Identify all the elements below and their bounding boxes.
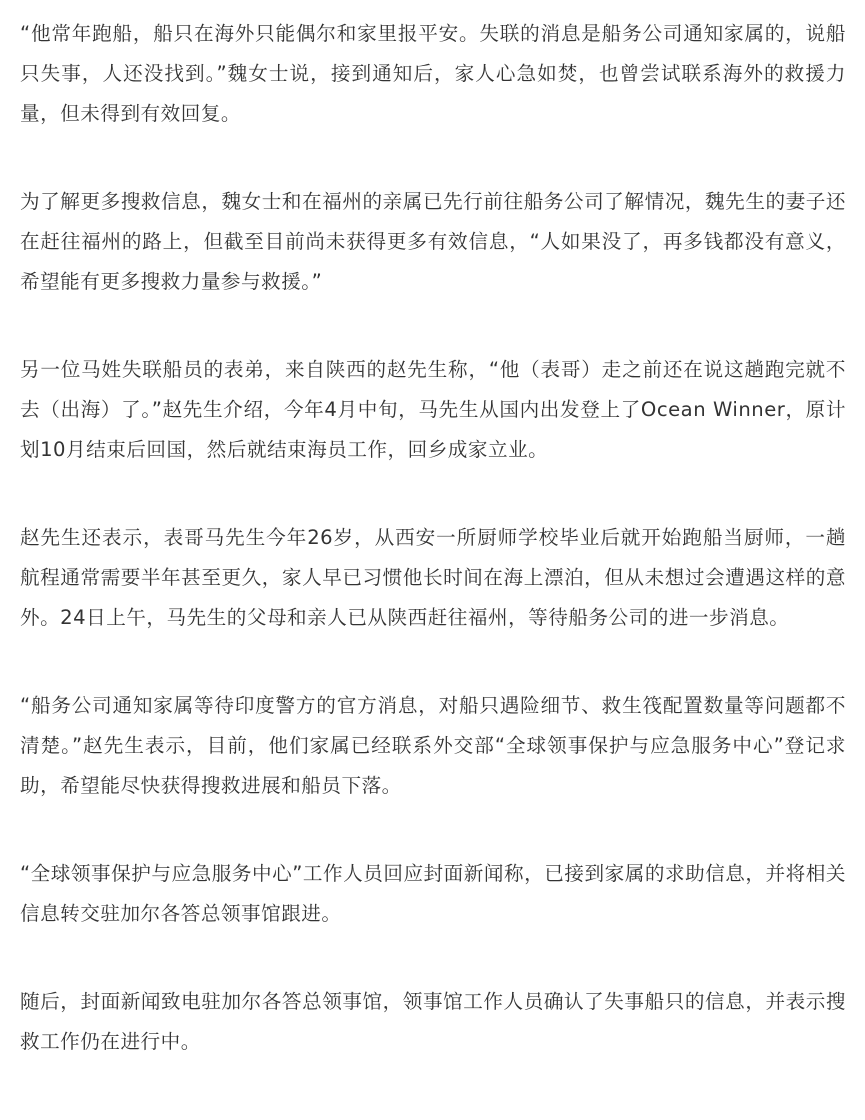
article-paragraph: “他常年跑船，船只在海外只能偶尔和家里报平安。失联的消息是船务公司通知家属的，说船只失事，人还没找到。”魏女士说，接到通知后，家人心急如焚，也曾尝试联系海外的救援力量，但未得到有效回复。 (20, 22, 846, 125)
article-paragraph: 另一位马姓失联船员的表弟，来自陕西的赵先生称，“他（表哥）走之前还在说这趟跑完就不去（出海）了。”赵先生介绍，今年4月中旬，马先生从国内出发登上了Ocean Winner，原计划10月结束后回国，然后就结束海员工作，回乡成家立业。 (20, 358, 846, 461)
article-paragraph: “船务公司通知家属等待印度警方的官方消息，对船只遇险细节、救生筏配置数量等问题都不清楚。”赵先生表示，目前，他们家属已经联系外交部“全球领事保护与应急服务中心”登记求助，希望能尽快获得搜救进展和船员下落。 (20, 694, 846, 797)
article-paragraph: 随后，封面新闻致电驻加尔各答总领事馆，领事馆工作人员确认了失事船只的信息，并表示搜救工作仍在进行中。 (20, 990, 846, 1053)
article-body (20, 14, 846, 1062)
article-paragraph: 赵先生还表示，表哥马先生今年26岁，从西安一所厨师学校毕业后就开始跑船当厨师，一趟航程通常需要半年甚至更久，家人早已习惯他长时间在海上漂泊，但从未想过会遭遇这样的意外。24日上午，马先生的父母和亲人已从陕西赶往福州，等待船务公司的进一步消息。 (20, 526, 846, 629)
article-paragraph: 为了解更多搜救信息，魏女士和在福州的亲属已先行前往船务公司了解情况，魏先生的妻子还在赶往福州的路上，但截至目前尚未获得更多有效信息，“人如果没了，再多钱都没有意义，希望能有更多搜救力量参与救援。” (20, 190, 846, 293)
article-paragraph: “全球领事保护与应急服务中心”工作人员回应封面新闻称，已接到家属的求助信息，并将相关信息转交驻加尔各答总领事馆跟进。 (20, 862, 846, 925)
